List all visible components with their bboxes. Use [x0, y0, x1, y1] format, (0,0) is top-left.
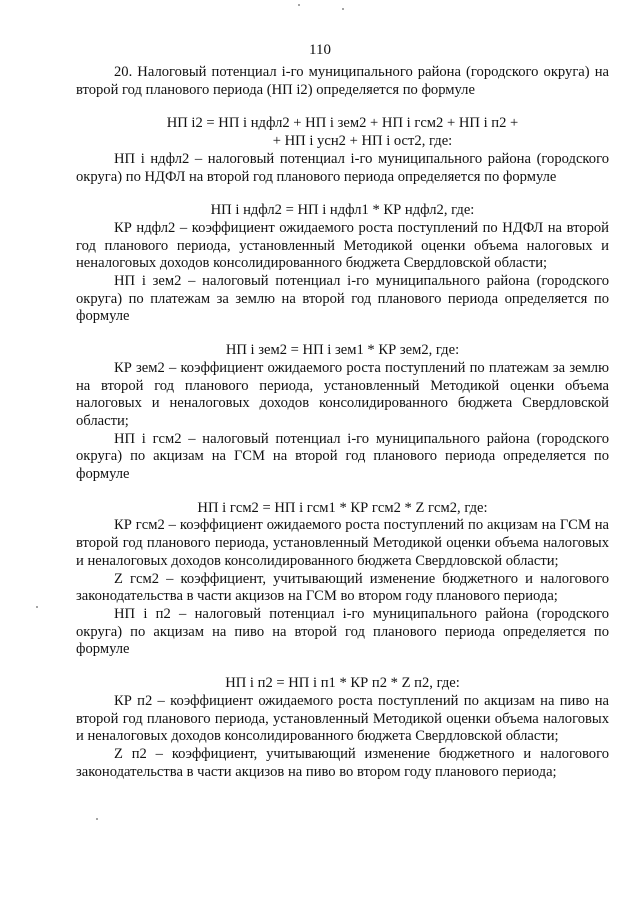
- paragraph: НП i гсм2 – налоговый потенциал i-го муниципального района (городского округа) по акцизам на ГСМ на второй год планового периода определяется по формуле: [76, 430, 609, 483]
- formula: НП i зем2 = НП i зем1 * КР зем2, где:: [225, 342, 460, 359]
- paragraph: НП i п2 – налоговый потенциал i-го муниципального района (городского округа) по акцизам на пиво на второй год планового периода определяется по формуле: [76, 605, 609, 658]
- formula: НП i ндфл2 = НП i ндфл1 * КР ндфл2, где:: [210, 202, 475, 219]
- formula: НП i гсм2 = НП i гсм1 * КР гсм2 * Z гсм2, где:: [197, 499, 488, 516]
- scan-speck: [298, 4, 300, 6]
- paragraph: НП i ндфл2 – налоговый потенциал i-го муниципального района (городского округа) по НДФЛ на второй год планового периода определяется по формуле: [76, 150, 609, 185]
- paragraph: КР зем2 – коэффициент ожидаемого роста поступлений по платежам за землю на второй год планового периода, установленный Методикой оценки объема налоговых и неналоговых доходов консолидированного бюджета Свердловской области;: [76, 359, 609, 429]
- paragraph: КР гсм2 – коэффициент ожидаемого роста поступлений по акцизам на ГСМ на второй год планового периода, установленный Методикой оценки объема налоговых и неналоговых доходов консолидированного бюджета Свердловской области;: [76, 517, 609, 569]
- paragraph: КР п2 – коэффициент ожидаемого роста поступлений по акцизам на пиво на второй год планового периода, установленный Методикой оценки объема налоговых и неналоговых доходов консолидированного бюджета Свердловской области;: [76, 692, 609, 745]
- document-body: [76, 64, 609, 781]
- formula: НП i п2 = НП i п1 * КР п2 * Z п2, где:: [225, 675, 460, 692]
- scan-speck: [342, 8, 344, 10]
- formula-continuation: + НП i усн2 + НП i ост2, где:: [272, 133, 453, 150]
- page-number: 110: [309, 42, 331, 58]
- scan-speck: [96, 818, 98, 820]
- paragraph: НП i зем2 – налоговый потенциал i-го муниципального района (городского округа) по платежам за землю на второй год планового периода определяется по формуле: [76, 273, 609, 325]
- paragraph: 20. Налоговый потенциал i-го муниципального района (городского округа) на второй год планового периода (НП i2) определяется по формуле: [76, 64, 609, 98]
- scan-speck: [36, 606, 38, 608]
- paragraph: Z гсм2 – коэффициент, учитывающий изменение бюджетного и налогового законодательства в части акцизов на ГСМ во втором году планового периода;: [76, 570, 609, 605]
- paragraph: КР ндфл2 – коэффициент ожидаемого роста поступлений по НДФЛ на второй год планового периода, установленный Методикой оценки объема налоговых и неналоговых доходов консолидированного бюджета Свердловской области;: [76, 219, 609, 272]
- formula: НП i2 = НП i ндфл2 + НП i зем2 + НП i гсм2 + НП i п2 +: [166, 115, 519, 132]
- paragraph: Z п2 – коэффициент, учитывающий изменение бюджетного и налогового законодательства в части акцизов на пиво во втором году планового периода;: [76, 745, 609, 780]
